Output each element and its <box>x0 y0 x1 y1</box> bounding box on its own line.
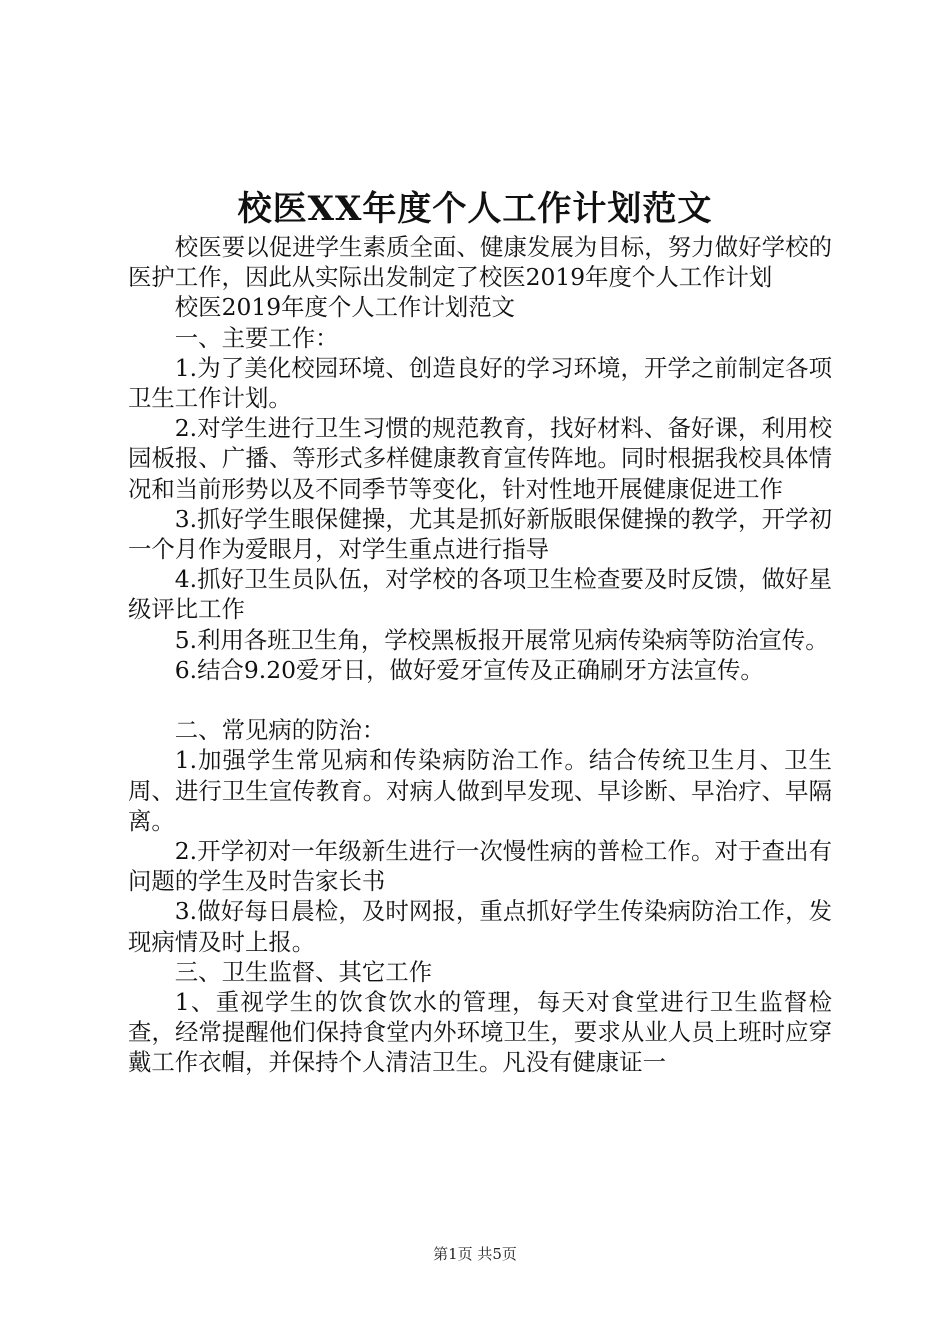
paragraph-item: 2.开学初对一年级新生进行一次慢性病的普检工作。对于查出有问题的学生及时告家长书 <box>128 837 832 896</box>
paragraph-item: 1.为了美化校园环境、创造良好的学习环境，开学之前制定各项卫生工作计划。 <box>128 353 832 413</box>
paragraph-item: 6.结合9.20爱牙日，做好爱牙宣传及正确刷牙方法宣传。 <box>174 655 764 684</box>
section-heading-disease-prevention: 二、常见病的防治： <box>174 716 386 745</box>
paragraph-intro: 校医要以促进学生素质全面、健康发展为目标，努力做好学校的医护工作，因此从实际出发制定了校医2019年度个人工作计划 <box>128 233 832 292</box>
paragraph-item: 3.做好每日晨检，及时网报，重点抓好学生传染病防治工作，发现病情及时上报。 <box>128 897 832 956</box>
paragraph-item: 2.对学生进行卫生习惯的规范教育，找好材料、备好课，利用校园板报、广播、等形式多样健康教育宣传阵地。同时根据我校具体情况和当前形势以及不同季节等变化，针对性地开展健康促进工作 <box>128 414 832 503</box>
section-heading-hygiene-supervision: 三、卫生监督、其它工作 <box>174 957 433 986</box>
document-title: 校医XX年度个人工作计划范文 <box>237 189 713 229</box>
paragraph-item: 4.抓好卫生员队伍，对学校的各项卫生检查要及时反馈，做好星级评比工作 <box>128 565 832 624</box>
paragraph-item: 5.利用各班卫生角，学校黑板报开展常见病传染病等防治宣传。 <box>174 625 829 654</box>
blank-line <box>128 685 832 715</box>
paragraph-item: 1、重视学生的饮食饮水的管理，每天对食堂进行卫生监督检查，经常提醒他们保持食堂内外环境卫生，要求从业人员上班时应穿戴工作衣帽，并保持个人清洁卫生。凡没有健康证一 <box>128 988 832 1077</box>
paragraph-item: 3.抓好学生眼保健操，尤其是抓好新版眼保健操的教学，开学初一个月作为爱眼月，对学生重点进行指导 <box>128 504 832 564</box>
page-number-footer: 第1页 共5页 <box>433 1245 517 1263</box>
document-body <box>128 232 832 1078</box>
paragraph-item: 1.加强学生常见病和传染病防治工作。结合传统卫生月、卫生周、进行卫生宣传教育。对病人做到早发现、早诊断、早治疗、早隔离。 <box>128 746 832 835</box>
section-heading-main-work: 一、主要工作： <box>174 323 339 352</box>
paragraph-subtitle: 校医2019年度个人工作计划范文 <box>174 293 516 322</box>
